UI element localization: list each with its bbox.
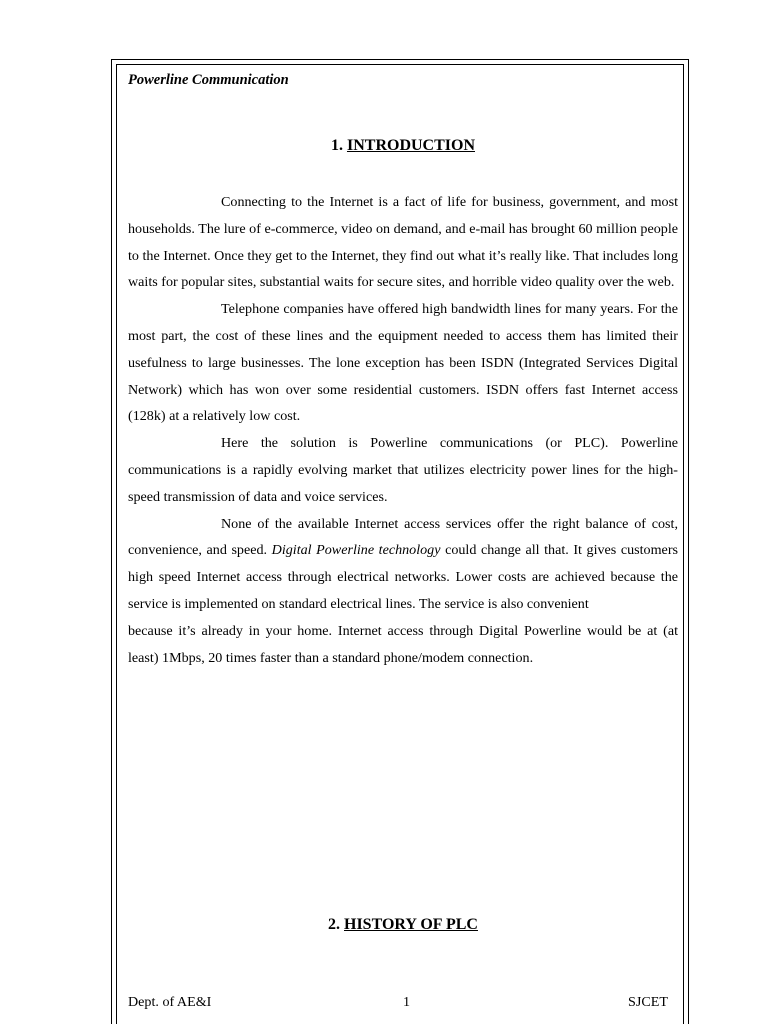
body-text — [128, 189, 678, 671]
emphasized-text: Digital Powerline technology — [271, 542, 441, 559]
footer-department: Dept. of AE&I — [128, 994, 212, 1010]
section-title: HISTORY OF PLC — [344, 916, 478, 933]
paragraph: Telephone companies have offered high bandwidth lines for many years. For the most part, the cost of these lines and the equipment needed to access them has limited their usefulness to large businesses. The lone exception has been ISDN (Integrated Services Digital Network) which has won over some residential customers. ISDN offers fast Internet access (128k) at a relatively low cost. — [128, 301, 678, 425]
footer-college: SJCET — [628, 994, 668, 1010]
running-header: Powerline Communication — [128, 72, 289, 88]
paragraph: because it’s already in your home. Internet access through Digital Powerline would be at (at least) 1Mbps, 20 times faster than a standard phone/modem connection. — [128, 622, 678, 666]
paragraph: Connecting to the Internet is a fact of life for business, government, and most households. The lure of e-commerce, video on demand, and e-mail has brought 60 million people to the Internet. Once they get to the Internet, they find out what it’s really like. That includes long waits for popular sites, substantial waits for secure sites, and horrible video quality over the web. — [128, 194, 678, 291]
page-number: 1 — [403, 994, 411, 1010]
section-title: INTRODUCTION — [346, 137, 475, 154]
section-number: 2. — [328, 916, 340, 933]
section-heading-introduction — [128, 137, 678, 155]
section-number: 1. — [330, 137, 343, 154]
paragraph-text: None of the available Internet access services offer the right balance of cost, convenience, and speed. — [128, 515, 678, 559]
section-heading-history — [128, 916, 678, 934]
paragraph: Here the solution is Powerline communications (or PLC). Powerline communications is a rapidly evolving market that utilizes electricity power lines for the high-speed transmission of data and voice services. — [128, 435, 678, 505]
paragraph — [128, 511, 678, 618]
paragraph-text: could change all that. It gives customers high speed Internet access through electrical networks. Lower costs are achieved because the service is implemented on standard electrical lines. The service is also convenient — [128, 542, 678, 612]
